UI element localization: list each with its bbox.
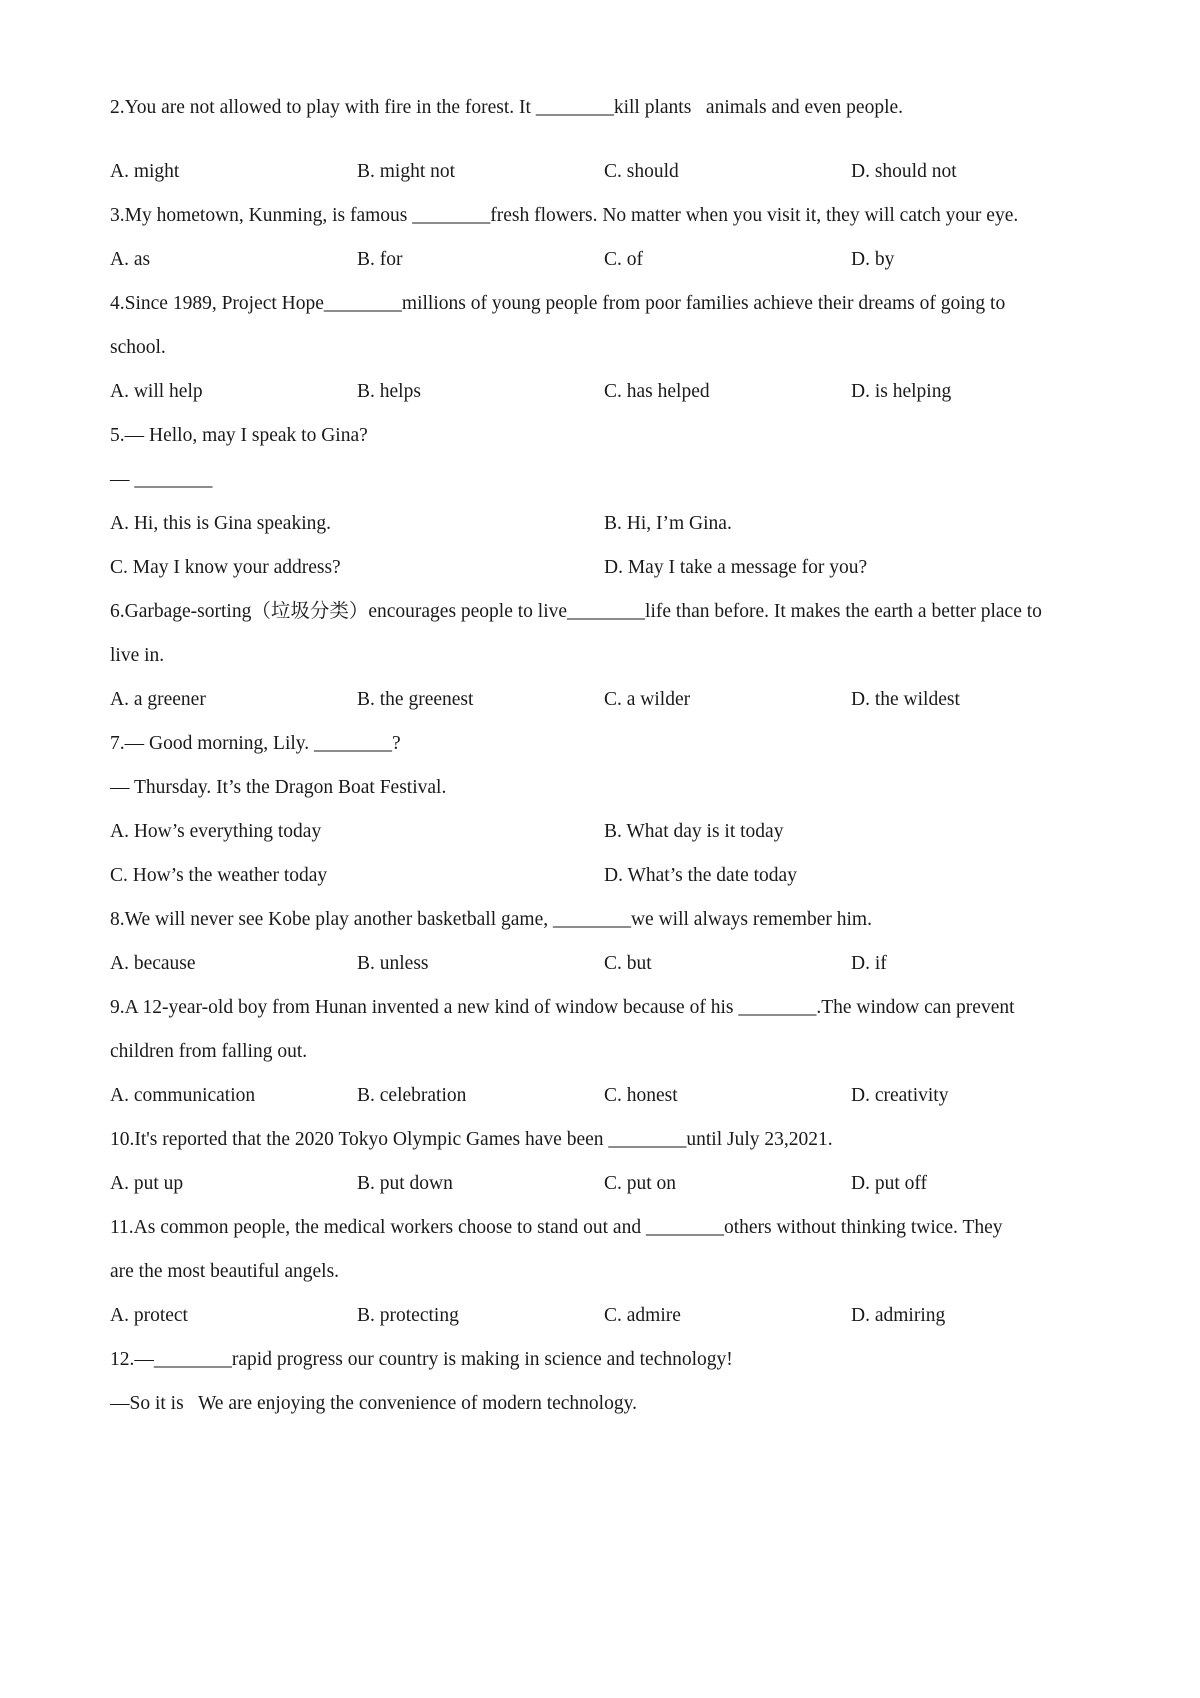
option-c: C. admire [604,1305,681,1326]
option-b: B. What day is it today [604,821,784,842]
question-8-stem: 8.We will never see Kobe play another basketball game, ________we will always remember him. [110,909,872,930]
option-c: C. should [604,161,679,182]
question-10-stem: 10.It's reported that the 2020 Tokyo Olympic Games have been ________until July 23,2021. [110,1129,833,1150]
option-a: A. a greener [110,689,206,710]
option-d: D. May I take a message for you? [604,557,868,578]
question-11-stem-line2: are the most beautiful angels. [110,1261,340,1282]
question-9-stem-line1: 9.A 12-year-old boy from Hunan invented a new kind of window because of his ________.The window can prevent [110,997,1015,1018]
question-5-stem-line1: 5.— Hello, may I speak to Gina? [110,425,368,446]
option-d: D. if [851,953,887,974]
exam-page [110,96,1110,1416]
question-7-stem-line2: — Thursday. It’s the Dragon Boat Festival. [110,777,447,798]
option-c: C. May I know your address? [110,557,341,578]
option-d: D. put off [851,1173,928,1194]
option-c: C. has helped [604,381,710,402]
question-4-stem-line1: 4.Since 1989, Project Hope________millions of young people from poor families achieve their dreams of going to [110,293,1006,314]
question-10-options [110,1172,1110,1196]
question-4-stem-line2: school. [110,337,166,358]
option-b: B. unless [357,953,429,974]
option-a: A. because [110,953,196,974]
question-12-stem-line1: 12.—________rapid progress our country is making in science and technology! [110,1349,733,1370]
question-6-options [110,688,1110,712]
question-7-stem-line1: 7.— Good morning, Lily. ________? [110,733,401,754]
question-11-options [110,1304,1110,1328]
question-4-options [110,380,1110,404]
option-b: B. might not [357,161,456,182]
question-7-options-row1 [110,820,1110,844]
option-d: D. by [851,249,895,270]
question-3-options [110,248,1110,272]
question-12-stem-line2: —So it is We are enjoying the convenience of modern technology. [110,1393,637,1414]
option-b: B. for [357,249,403,270]
option-c: C. but [604,953,652,974]
option-d: D. is helping [851,381,952,402]
option-c: C. a wilder [604,689,691,710]
option-a: A. as [110,249,151,270]
option-a: A. communication [110,1085,256,1106]
option-a: A. will help [110,381,203,402]
question-6-stem-line1: 6.Garbage-sorting（垃圾分类）encourages people to live________life than before. It makes the earth a better place to [110,601,1042,622]
question-3-stem: 3.My hometown, Kunming, is famous ________fresh flowers. No matter when you visit it, they will catch your eye. [110,205,1019,226]
option-b: B. put down [357,1173,453,1194]
question-5-options-row1 [110,512,1110,536]
option-d: D. creativity [851,1085,949,1106]
option-c: C. of [604,249,643,270]
option-c: C. How’s the weather today [110,865,328,886]
question-2-stem: 2.You are not allowed to play with fire in the forest. It ________kill plants animals and even people. [110,97,904,118]
question-11-stem-line1: 11.As common people, the medical workers choose to stand out and ________others without thinking twice. They [110,1217,1003,1238]
option-a: A. might [110,161,180,182]
option-c: C. honest [604,1085,678,1106]
question-2-options [110,160,1110,184]
option-a: A. How’s everything today [110,821,322,842]
option-a: A. put up [110,1173,184,1194]
option-d: D. should not [851,161,957,182]
question-6-stem-line2: live in. [110,645,165,666]
option-b: B. helps [357,381,421,402]
option-b: B. Hi, I’m Gina. [604,513,732,534]
question-7-options-row2 [110,864,1110,888]
option-a: A. Hi, this is Gina speaking. [110,513,331,534]
option-a: A. protect [110,1305,188,1326]
option-b: B. the greenest [357,689,474,710]
question-9-options [110,1084,1110,1108]
option-d: D. the wildest [851,689,960,710]
question-8-options [110,952,1110,976]
option-b: B. celebration [357,1085,467,1106]
option-c: C. put on [604,1173,677,1194]
question-5-stem-line2: — ________ [110,469,213,490]
option-d: D. admiring [851,1305,946,1326]
option-d: D. What’s the date today [604,865,797,886]
option-b: B. protecting [357,1305,459,1326]
question-5-options-row2 [110,556,1110,580]
question-9-stem-line2: children from falling out. [110,1041,308,1062]
